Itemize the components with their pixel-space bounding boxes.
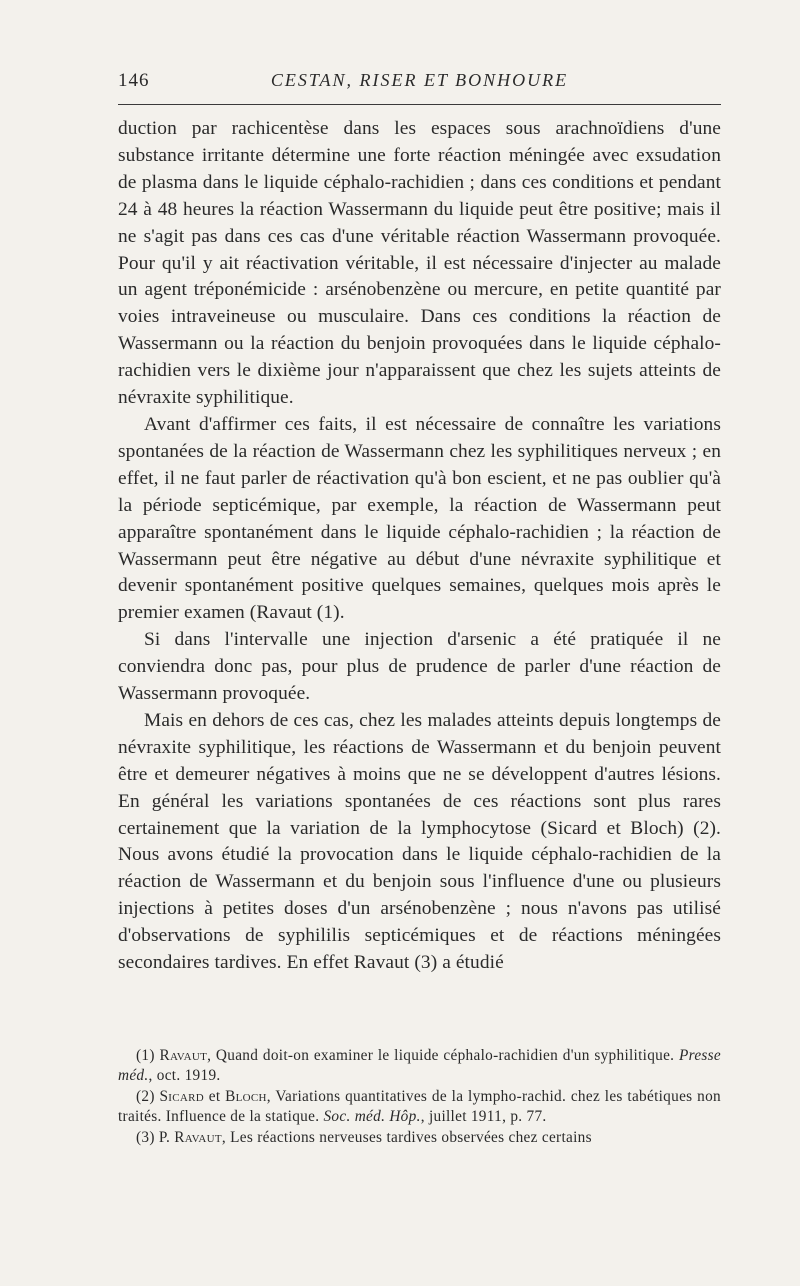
paragraph: Mais en dehors de ces cas, chez les malades atteints depuis longtemps de névraxite syphilitique, les réactions de Wassermann et du benjoin peuvent être et demeurer négatives à moins que ne se développent d'autres lésions. En général les variations spontanées de ces réactions sont plus rares certainement que la variation de la lymphocytose (Sicard et Bloch) (2). Nous avons étudié la provocation dans le liquide céphalo-rachidien de la réaction de Wassermann et du benjoin sous l'influence d'une ou plusieurs injections à petites doses d'un arsénobenzène ; nous n'avons pas utilisé d'observations de syphililis septicémiques et de réactions méningées secondaires tardives. En effet Ravaut (3) a étudié	[118, 709, 721, 974]
footnote-text: , oct. 1919.	[148, 1067, 221, 1085]
footnote-marker: (3)	[136, 1128, 155, 1146]
running-title: CESTAN, RISER ET BONHOURE	[270, 70, 569, 90]
footnote-author: Bloch	[225, 1087, 267, 1105]
footnote-marker: (1)	[136, 1047, 155, 1064]
body-text	[118, 116, 721, 977]
footnote-author: Sicard	[159, 1087, 205, 1105]
page-number: 146	[118, 70, 150, 91]
header-rule	[118, 104, 721, 105]
footnote	[118, 1087, 721, 1128]
footnote-marker: (2)	[136, 1087, 155, 1105]
paragraph: duction par rachicentèse dans les espaces sous arachnoïdiens d'une substance irritante détermine une forte réaction méningée avec exsudation de plasma dans le liquide céphalo-rachidien ; dans ces conditions et pendant 24 à 48 heures la réaction Wassermann du liquide peut être positive; mais il ne s'agit pas dans ces cas d'une véritable réaction Wassermann provoquée. Pour qu'il y ait réactivation véritable, il est nécessaire d'injecter au malade un agent tréponémicide : arsénobenzène ou mercure, en petite quantité par voies intraveineuse ou musculaire. Dans ces conditions la réaction de Wassermann ou la réaction du benjoin provoquées dans le liquide céphalo-rachidien vers le dixième jour n'apparaissent que chez les sujets atteints de névraxite syphilitique.	[118, 118, 721, 409]
footnote-journal: Soc. méd. Hôp.	[323, 1108, 421, 1126]
footnote	[118, 1128, 721, 1148]
footnote-text: , Les réactions nerveuses tardives observées chez certains	[221, 1128, 592, 1146]
footnotes	[118, 1046, 721, 1148]
paragraph: Avant d'affirmer ces faits, il est nécessaire de connaître les variations spontanées de la réaction de Wassermann chez les syphilitiques nerveux ; en effet, il ne faut parler de réactivation qu'à bon escient, et ne pas oublier qu'à la période septicémique, par exemple, la réaction de Wassermann peut apparaître spontanément dans le liquide céphalo-rachidien ; la réaction de Wassermann peut être négative au début d'une névraxite syphilitique et devenir spontanément positive quelques semaines, quelques mois après le premier examen (Ravaut (1).	[118, 413, 721, 624]
footnote-text: , Variations quantitatives de la lympho-rachid. chez les tabétiques non traités. Influence de la statique.	[118, 1087, 721, 1126]
paragraph: Si dans l'intervalle une injection d'arsenic a été pratiquée il ne conviendra donc pas, pour plus de prudence de parler d'une réaction de Wassermann provoquée.	[118, 629, 721, 705]
footnote-text: P.	[154, 1128, 175, 1146]
running-head	[118, 70, 721, 100]
footnote-text: , juillet 1911, p. 77.	[420, 1108, 547, 1126]
footnote	[118, 1046, 721, 1087]
footnote-author: Ravaut	[174, 1128, 222, 1146]
footnote-text: , Quand doit-on examiner le liquide céphalo-rachidien d'un syphilitique.	[207, 1047, 679, 1064]
footnote-author: Ravaut	[159, 1047, 208, 1064]
footnote-journal: Presse méd.	[118, 1047, 721, 1085]
footnote-text: et	[204, 1087, 226, 1105]
